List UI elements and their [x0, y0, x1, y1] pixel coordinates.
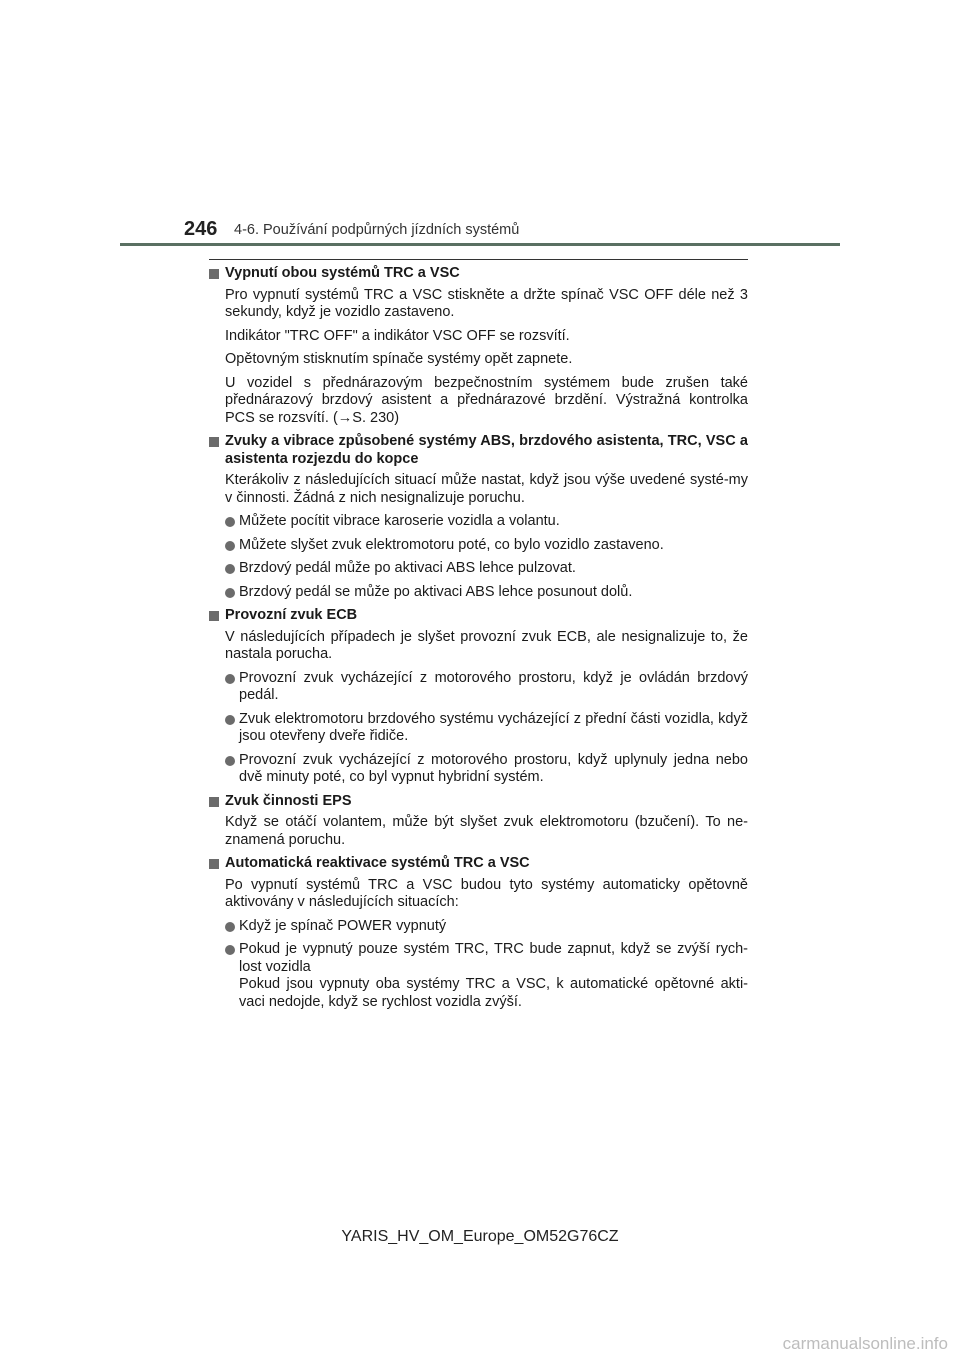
round-bullet-icon: [225, 945, 235, 955]
watermark-link[interactable]: carmanualsonline.info: [782, 1334, 948, 1353]
square-bullet-icon: [209, 797, 219, 807]
list-item: Můžete slyšet zvuk elektromotoru poté, co bylo vozidlo zastaveno.: [209, 537, 748, 555]
square-bullet-icon: [209, 437, 219, 447]
page-number: 246: [184, 218, 218, 240]
list-item: Brzdový pedál se může po aktivaci ABS lehce posunout dolů.: [209, 584, 748, 602]
section-eps-sound: [209, 793, 748, 850]
section-trc-vsc-off: [209, 265, 748, 427]
section-title: Provozní zvuk ECB: [209, 607, 748, 625]
section-ecb-sound: [209, 607, 748, 787]
round-bullet-icon: [225, 756, 235, 766]
paragraph: V následujících případech je slyšet provozní zvuk ECB, ale nesignalizuje to, že nastala porucha.: [225, 628, 748, 662]
header-rule: [120, 243, 840, 246]
round-bullet-icon: [225, 922, 235, 932]
list-item: Když je spínač POWER vypnutý: [209, 918, 748, 936]
round-bullet-icon: [225, 564, 235, 574]
section-title: Automatická reaktivace systémů TRC a VSC: [209, 855, 748, 873]
list-item-line: Pokud jsou vypnuty oba systémy TRC a VSC, k automatické opětovné akti-vaci nedojde, když se rychlost vozidla zvýší.: [239, 976, 748, 1010]
section-title: Vypnutí obou systémů TRC a VSC: [209, 265, 748, 283]
page-content: [209, 265, 748, 1017]
list-item-line: Pokud je vypnutý pouze systém TRC, TRC bude zapnut, když se zvýší rych-lost vozidla: [239, 941, 748, 975]
paragraph: Opětovným stisknutím spínače systémy opět zapnete.: [225, 351, 573, 367]
paragraph: Pro vypnutí systémů TRC a VSC stiskněte a držte spínač VSC OFF déle než 3 sekundy, když je vozidlo zastaveno.: [225, 286, 748, 320]
paragraph: Když se otáčí volantem, může být slyšet zvuk elektromotoru (bzučení). To ne-znamená poruchu.: [225, 814, 748, 848]
list-item: Provozní zvuk vycházející z motorového prostoru, když je ovládán brzdový pedál.: [209, 670, 748, 705]
square-bullet-icon: [209, 269, 219, 279]
list-item: [209, 941, 748, 1011]
footer-doc-code: YARIS_HV_OM_Europe_OM52G76CZ: [341, 1228, 619, 1245]
section-auto-reactivation: [209, 855, 748, 1011]
paragraph: Indikátor "TRC OFF" a indikátor VSC OFF se rozsvítí.: [225, 327, 570, 344]
content-top-rule: [209, 259, 748, 260]
list-item: Provozní zvuk vycházející z motorového prostoru, když uplynuly jedna nebo dvě minuty poté, co byl vypnut hybridní systém.: [209, 752, 748, 787]
square-bullet-icon: [209, 859, 219, 869]
section-title: Zvuk činnosti EPS: [209, 793, 748, 811]
section-title: Zvuky a vibrace způsobené systémy ABS, brzdového asistenta, TRC, VSC a asistenta rozjezdu do kopce: [209, 433, 748, 468]
square-bullet-icon: [209, 611, 219, 621]
paragraph: Po vypnutí systémů TRC a VSC budou tyto systémy automaticky opětovně aktivovány v následujících situacích:: [225, 876, 748, 910]
round-bullet-icon: [225, 715, 235, 725]
list-item: Zvuk elektromotoru brzdového systému vycházející z přední části vozidla, když jsou otevřeny dveře řidiče.: [209, 711, 748, 746]
round-bullet-icon: [225, 517, 235, 527]
section-sounds-vibrations: [209, 433, 748, 601]
round-bullet-icon: [225, 674, 235, 684]
list-item: Můžete pocítit vibrace karoserie vozidla a volantu.: [209, 513, 748, 531]
paragraph: Kterákoliv z následujících situací může nastat, když jsou výše uvedené systé-my v činnosti. Žádná z nich nesignalizuje poruchu.: [225, 472, 748, 506]
round-bullet-icon: [225, 588, 235, 598]
list-item: Brzdový pedál může po aktivaci ABS lehce pulzovat.: [209, 560, 748, 578]
paragraph: U vozidel s přednárazovým bezpečnostním systémem bude zrušen také přednárazový brzdový asistent a přednárazové brzdění. Výstražná kontrolka PCS se rozsvítí. (→S. 230): [225, 374, 748, 426]
header-section-title: 4-6. Používání podpůrných jízdních systémů: [234, 222, 520, 238]
round-bullet-icon: [225, 541, 235, 551]
